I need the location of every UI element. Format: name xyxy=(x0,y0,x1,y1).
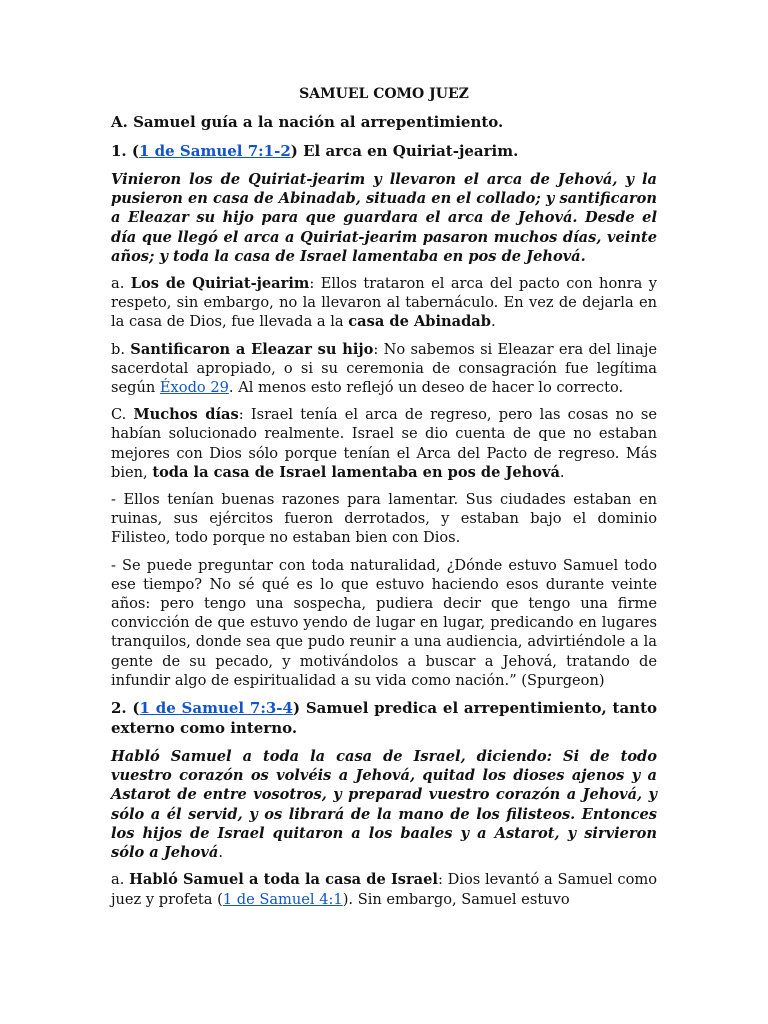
para-end: . xyxy=(490,313,496,331)
quote-text: Habló Samuel a toda la casa de Israel, diciendo: Si de todo vuestro corazón os volvéis a Jehová, quitad los dioses ajenos y a Astarot de entre vosotros, y preparad vuestro corazón a Jehová, y sólo a él servid, y os librará de la mano de los filisteos. Entonces los hijos de Israel quitaron a los baales y a Astarot, y sirvieron sólo a Jehová xyxy=(111,748,657,862)
heading-number: 1. ( xyxy=(111,142,139,160)
para-bold-term: Muchos días xyxy=(133,406,239,424)
para-end: ). Sin embargo, Samuel estuvo xyxy=(342,890,570,908)
quote-end: . xyxy=(218,844,223,862)
bible-reference-link[interactable]: 1 de Samuel 7:3-4 xyxy=(139,699,293,718)
para-prefix: C. xyxy=(111,406,134,424)
page-title: SAMUEL COMO JUEZ xyxy=(299,86,469,102)
section-heading-2 xyxy=(111,698,657,738)
heading-text: ) Samuel predica el arrepentimiento, tanto externo como interno. xyxy=(111,699,658,738)
scripture-quote-2 xyxy=(111,747,657,862)
para-prefix: a. xyxy=(111,871,130,889)
para-text: : No sabemos si Eleazar era del linaje sacerdotal apropiado, o si su ceremonia de consagración fue legítima según xyxy=(111,340,657,397)
para-bold-term-2: toda la casa de Israel lamentaba en pos de Jehová xyxy=(152,463,560,481)
para-bold-term: Santificaron a Eleazar su hijo xyxy=(130,340,374,358)
para-end: . xyxy=(559,463,565,481)
paragraph-b xyxy=(111,340,657,398)
para-prefix: b. xyxy=(111,340,131,358)
para-text: : Israel tenía el arca de regreso, pero las cosas no se habían solucionado realmente. Israel se dio cuenta de que no estaban mejores con Dios sólo porque tenían el Arca del Pacto de regreso. Más bien, xyxy=(111,406,657,481)
scripture-quote-1: Vinieron los de Quiriat-jearim y llevaron el arca de Jehová, y la pusieron en casa de Abinadab, situada en el collado; y santificaron a Eleazar su hijo para que guardara el arca de Jehová. Desde el día que llegó el arca a Quiriat-jearim pasaron muchos días, veinte años; y toda la casa de Israel lamentaba en pos de Jehová. xyxy=(111,171,657,265)
heading-text: ) El arca en Quiriat-jearim. xyxy=(290,142,519,160)
section-heading-1 xyxy=(111,141,657,161)
para-end: . Al menos esto reflejó un deseo de hacer lo correcto. xyxy=(228,379,624,397)
para-prefix: a. xyxy=(111,275,131,293)
paragraph-e: - Se puede preguntar con toda naturalidad, ¿Dónde estuvo Samuel todo ese tiempo? No sé qué es lo que estuvo haciendo esos durante veinte años: pero tengo una sospecha, pudiera decir que tengo una firme convicción de que estuvo yendo de lugar en lugar, predicando en lugares tranquilos, donde sea que pudo reunir a una audiencia, advirtiéndole a la gente de su pecado, y motivándolos a buscar a Jehová, tratando de infundir algo de espiritualidad a su vida como nación.” (Spurgeon) xyxy=(111,556,657,689)
exodus-reference-link[interactable]: Éxodo 29 xyxy=(159,379,229,397)
para-text: : Dios levantó a Samuel como juez y profeta ( xyxy=(111,871,658,908)
paragraph-a xyxy=(111,274,657,332)
paragraph-c xyxy=(111,405,657,482)
bible-reference-link[interactable]: 1 de Samuel 4:1 xyxy=(222,890,343,908)
para-bold-term: Los de Quiriat-jearim xyxy=(130,275,310,293)
paragraph-f xyxy=(111,870,657,908)
heading-number: 2. ( xyxy=(111,699,140,718)
para-bold-term: Habló Samuel a toda la casa de Israel xyxy=(129,871,438,889)
paragraph-d: - Ellos tenían buenas razones para lamentar. Sus ciudades estaban en ruinas, sus ejércitos fueron derrotados, y estaban bajo el dominio Filisteo, todo porque no estaban bien con Dios. xyxy=(111,491,657,547)
section-heading-a: A. Samuel guía a la nación al arrepentimiento. xyxy=(111,113,504,131)
para-text: : Ellos trataron el arca del pacto con honra y respeto, sin embargo, no la llevaron al tabernáculo. En vez de dejarla en la casa de Dios, fue llevada a la xyxy=(111,275,658,331)
bible-reference-link[interactable]: 1 de Samuel 7:1-2 xyxy=(138,142,291,160)
para-bold-term-2: casa de Abinadab xyxy=(348,313,491,331)
